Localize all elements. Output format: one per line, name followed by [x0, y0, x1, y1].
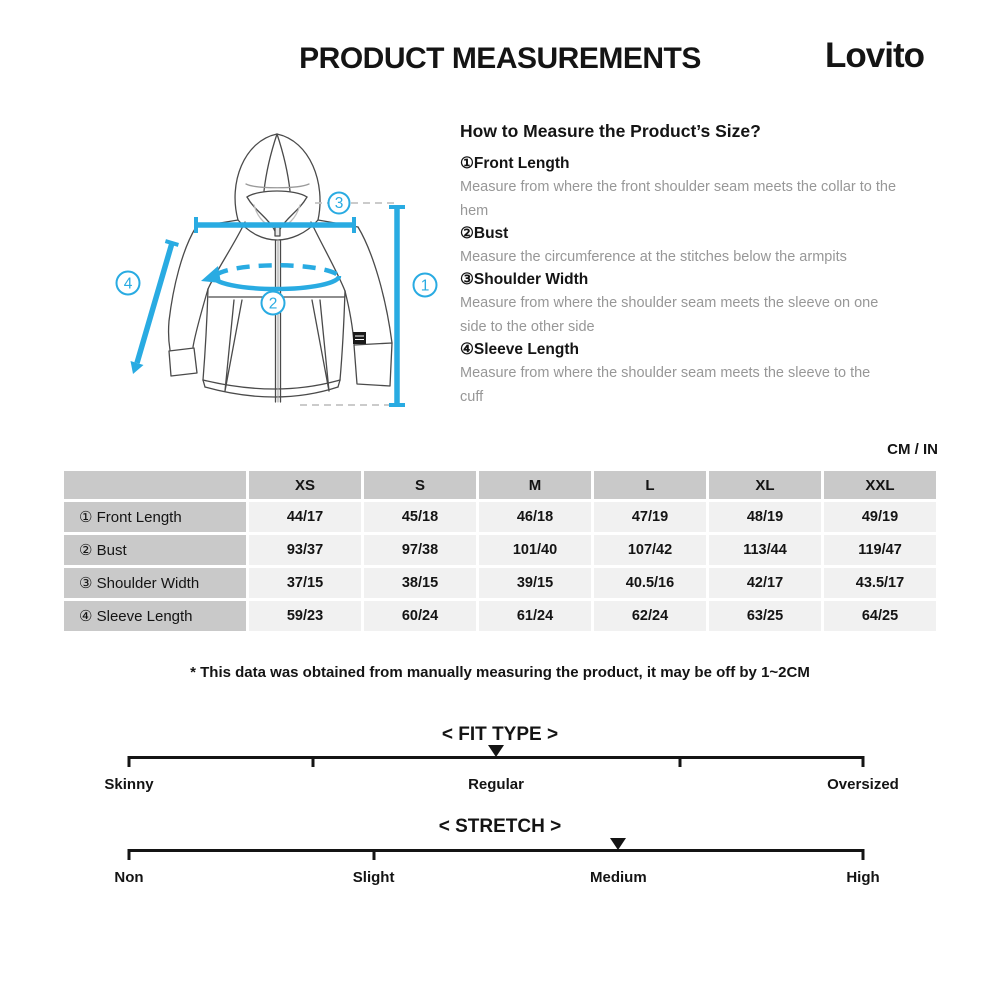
stretch-label-medium: Medium: [590, 869, 647, 886]
how-to-item: [460, 153, 897, 223]
fit-label-regular: Regular: [468, 776, 524, 793]
size-row-label: ① Front Length: [64, 502, 246, 532]
fit-label-skinny: Skinny: [104, 776, 154, 793]
size-cell: 47/19: [594, 502, 706, 532]
sleeve-length-measure-line: [137, 243, 172, 363]
stretch-scale-line: [129, 849, 863, 852]
size-col-header: XL: [709, 471, 821, 499]
size-cell: 38/15: [364, 568, 476, 598]
size-cell: 45/18: [364, 502, 476, 532]
size-cell: 61/24: [479, 601, 591, 631]
stretch-scale: [114, 849, 880, 889]
callout-2-number: 2: [268, 295, 278, 313]
callout-4-number: 4: [123, 275, 133, 293]
size-table: [61, 468, 939, 634]
size-cell: 46/18: [479, 502, 591, 532]
fit-scale-tick: [678, 756, 681, 767]
bust-arrowhead-icon: [201, 266, 221, 283]
size-cell: 64/25: [824, 601, 936, 631]
size-cell: 40.5/16: [594, 568, 706, 598]
fit-type-title: < FIT TYPE >: [441, 724, 559, 745]
size-cell: 59/23: [249, 601, 361, 631]
stretch-marker-triangle-icon: [610, 838, 626, 850]
how-to-item-desc: Measure from where the front shoulder seam meets the collar to the hem: [460, 179, 897, 219]
fit-scale-tick: [128, 756, 131, 767]
fit-label-oversized: Oversized: [827, 776, 899, 793]
size-table-header-row: [64, 471, 936, 499]
size-col-header: M: [479, 471, 591, 499]
how-to-heading: How to Measure the Product’s Size?: [460, 121, 761, 141]
size-row-label: ② Bust: [64, 535, 246, 565]
fit-scale-tick: [862, 756, 865, 767]
stretch-label-non: Non: [114, 869, 144, 886]
size-cell: 44/17: [249, 502, 361, 532]
size-col-header: L: [594, 471, 706, 499]
size-cell: 63/25: [709, 601, 821, 631]
how-to-item-label: ④Sleeve Length: [460, 341, 579, 358]
size-corner-cell: [64, 471, 246, 499]
table-row: [64, 535, 936, 565]
stretch-label-high: High: [846, 869, 880, 886]
how-to-item-label: ①Front Length: [460, 155, 570, 172]
stretch-scale-tick: [862, 849, 865, 860]
how-to-item-label: ②Bust: [460, 225, 509, 242]
size-cell: 39/15: [479, 568, 591, 598]
how-to-measure-section: [460, 120, 897, 409]
size-cell: 97/38: [364, 535, 476, 565]
page-title: PRODUCT MEASUREMENTS: [299, 42, 701, 75]
size-cell: 107/42: [594, 535, 706, 565]
jacket-measurement-diagram: [95, 115, 455, 445]
size-cell: 43.5/17: [824, 568, 936, 598]
how-to-item-desc: Measure from where the shoulder seam meets the sleeve to the cuff: [460, 365, 871, 405]
jacket-outline: [169, 134, 392, 402]
size-cell: 93/37: [249, 535, 361, 565]
how-to-item: [460, 269, 897, 339]
how-to-item-label: ③Shoulder Width: [460, 271, 589, 288]
sleeve-label-patch: [353, 332, 366, 344]
size-cell: 42/17: [709, 568, 821, 598]
size-col-header: XS: [249, 471, 361, 499]
stretch-label-slight: Slight: [352, 869, 395, 886]
size-cell: 48/19: [709, 502, 821, 532]
size-cell: 113/44: [709, 535, 821, 565]
callout-3-number: 3: [334, 195, 344, 212]
size-cell: 60/24: [364, 601, 476, 631]
size-cell: 101/40: [479, 535, 591, 565]
stretch-title: < STRETCH >: [438, 816, 562, 837]
diagram-callouts: [117, 193, 437, 315]
table-row: [64, 568, 936, 598]
size-row-label: ③ Shoulder Width: [64, 568, 246, 598]
size-cell: 62/24: [594, 601, 706, 631]
how-to-item: [460, 223, 897, 269]
callout-1-number: 1: [420, 277, 430, 295]
size-col-header: XXL: [824, 471, 936, 499]
units-label: CM / IN: [887, 441, 938, 458]
size-cell: 119/47: [824, 535, 936, 565]
disclaimer-note: * This data was obtained from manually measuring the product, it may be off by 1~2CM: [190, 664, 810, 681]
how-to-item-desc: Measure from where the shoulder seam meets the sleeve on one side to the other side: [460, 295, 879, 335]
table-row: [64, 601, 936, 631]
table-row: [64, 502, 936, 532]
size-cell: 37/15: [249, 568, 361, 598]
stretch-scale-tick: [372, 849, 375, 860]
size-col-header: S: [364, 471, 476, 499]
fit-scale-tick: [311, 756, 314, 767]
brand-logo: Lovito: [825, 36, 924, 75]
fit-marker-triangle-icon: [488, 745, 504, 757]
size-row-label: ④ Sleeve Length: [64, 601, 246, 631]
how-to-item-desc: Measure the circumference at the stitches below the armpits: [460, 249, 847, 265]
stretch-scale-tick: [128, 849, 131, 860]
how-to-item: [460, 339, 897, 409]
size-cell: 49/19: [824, 502, 936, 532]
fit-type-scale: [104, 756, 899, 796]
